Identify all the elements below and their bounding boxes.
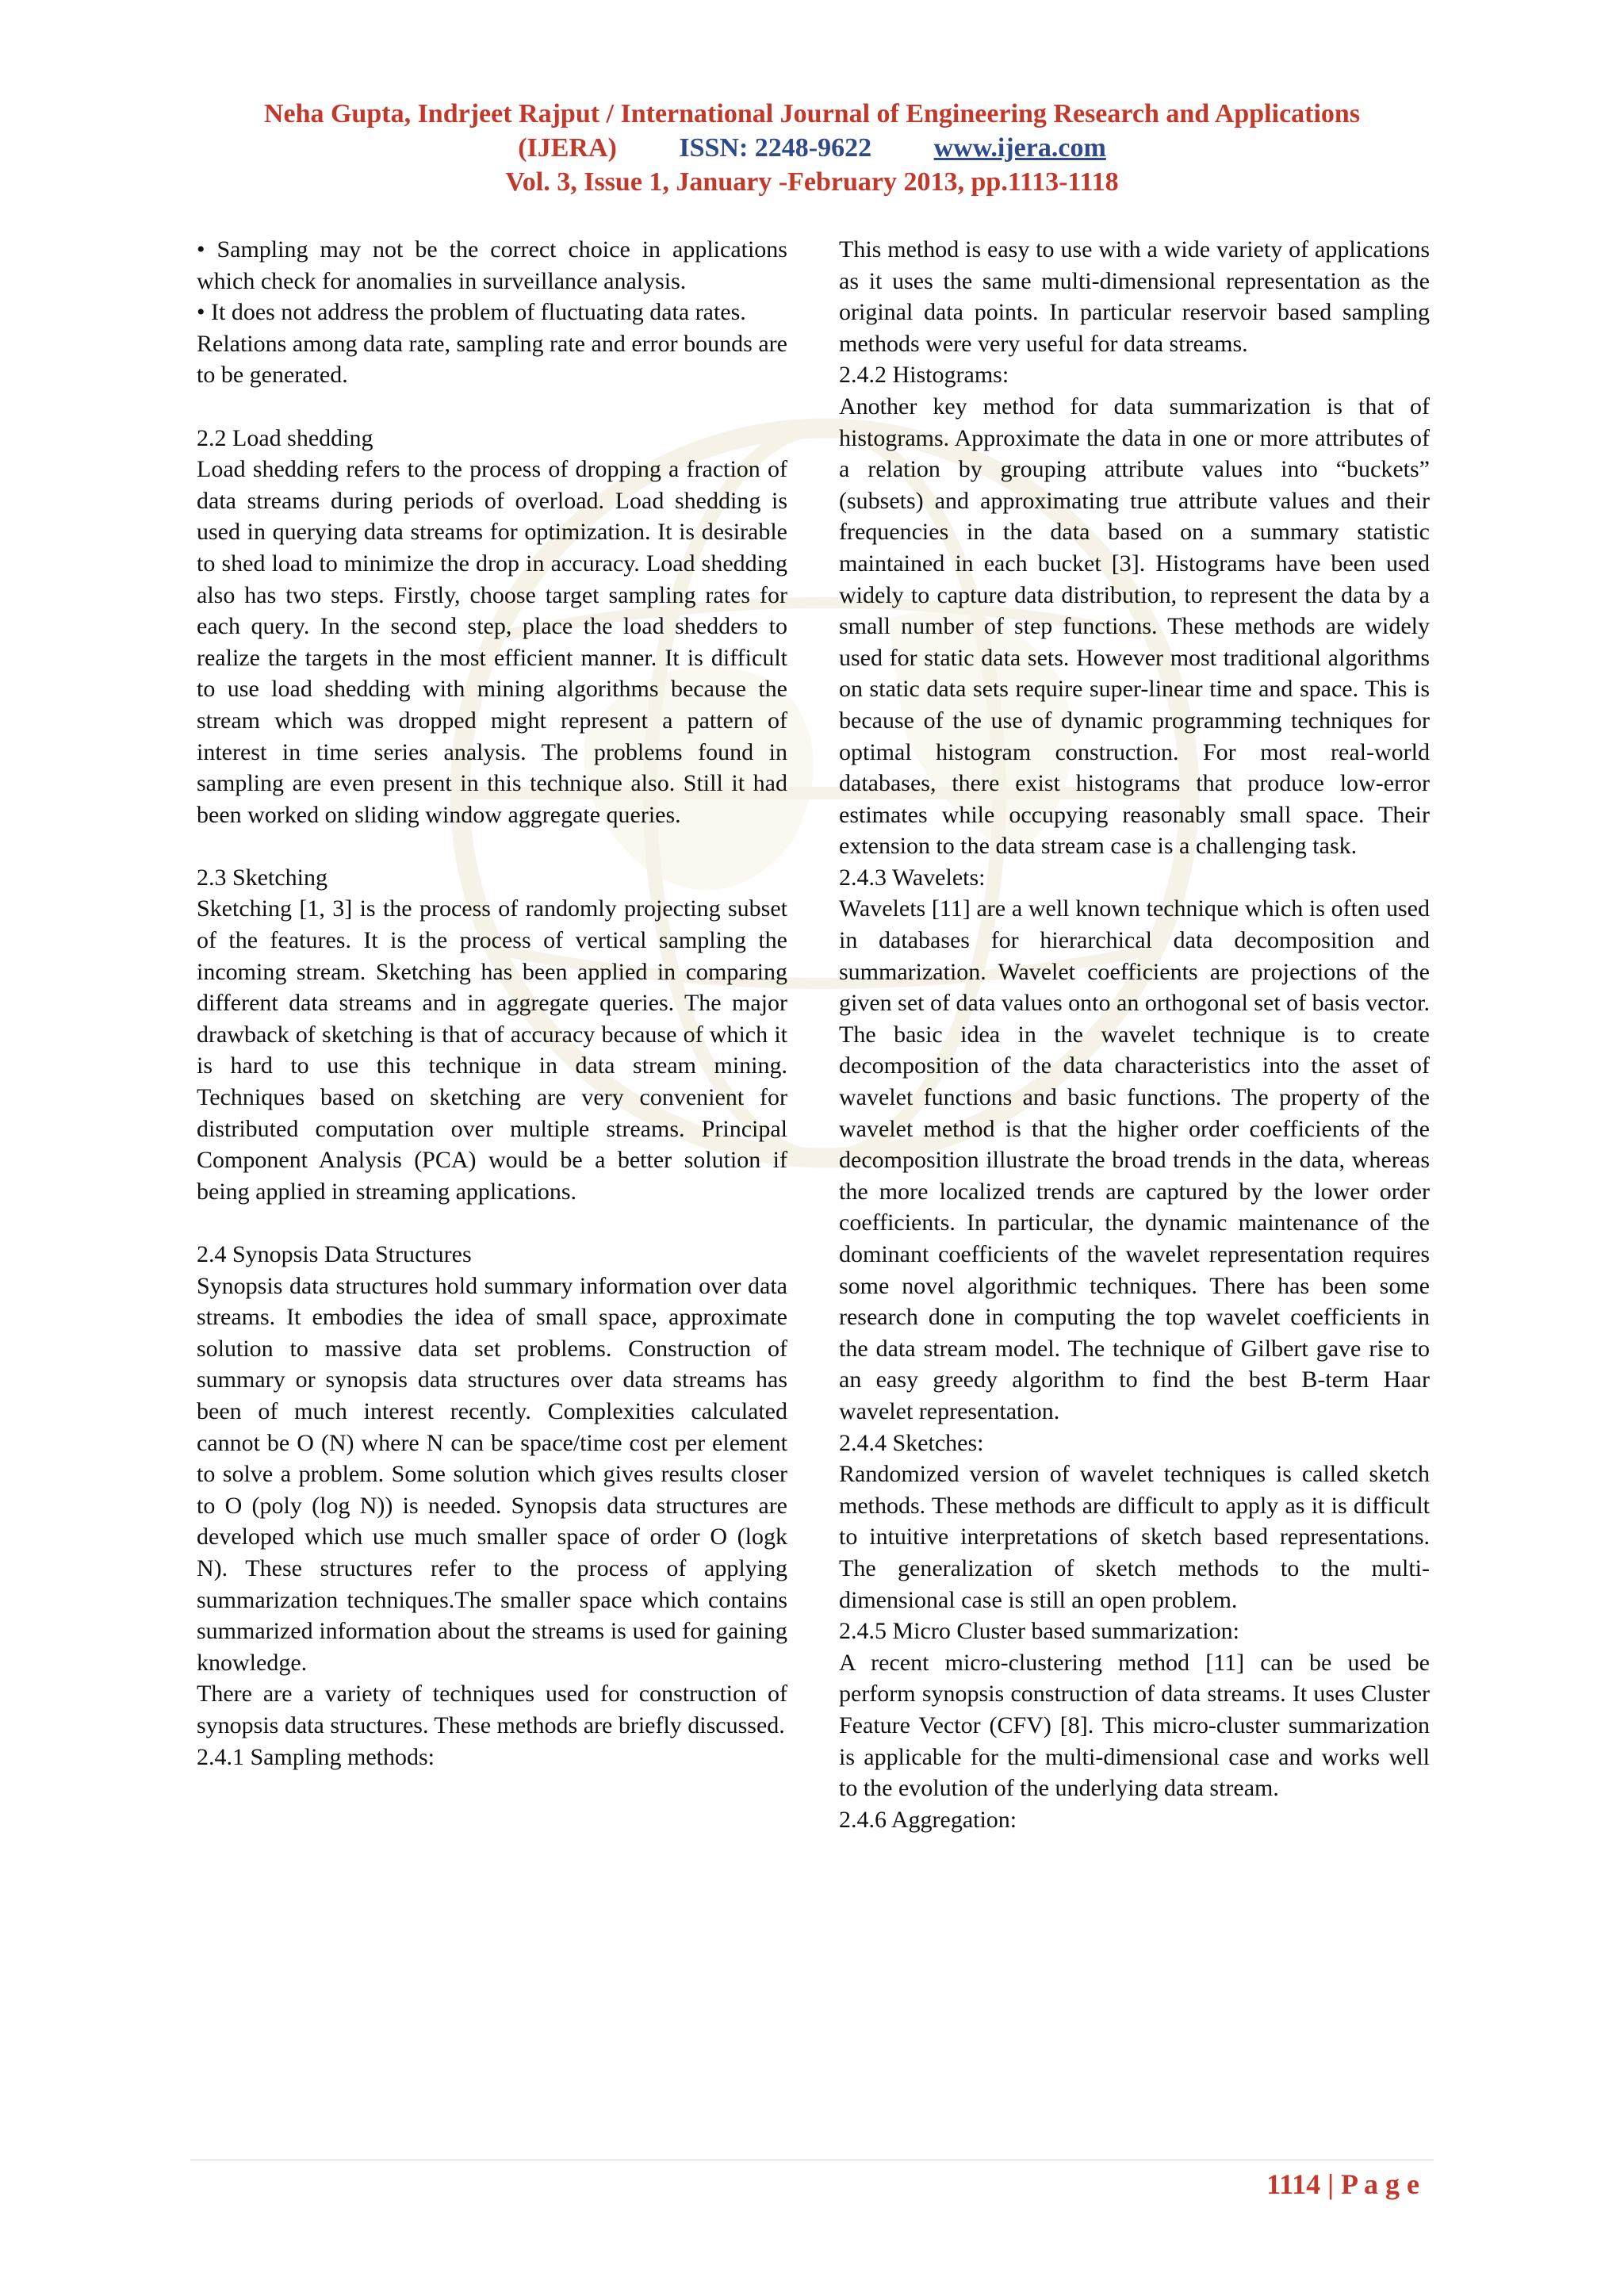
- bullet-sampling-anomalies: • Sampling may not be the correct choice in applications which check for anomalies in surveillance analysis.: [197, 236, 787, 294]
- section-heading-synopsis: 2.4 Synopsis Data Structures: [197, 1241, 472, 1267]
- paragraph-sampling-methods: This method is easy to use with a wide variety of applications as it uses the same multi-dimensional representation as the original data points. In particular reservoir based sampling methods were very useful for data streams.: [839, 236, 1430, 357]
- right-column: [839, 234, 1430, 1835]
- paragraph-relations: Relations among data rate, sampling rate and error bounds are to be generated.: [197, 330, 787, 389]
- header-volume-issue: Vol. 3, Issue 1, January -February 2013, pp.1113-1118: [505, 167, 1119, 197]
- paragraph-sketches: Randomized version of wavelet techniques is called sketch methods. These methods are difficult to apply as it is difficult to intuitive interpretations of sketch based representations. The generalization of sketch methods to the multi-dimensional case is still an open problem.: [839, 1461, 1430, 1613]
- paragraph-wavelets: Wavelets [11] are a well known technique which is often used in databases for hierarchical data decomposition and summarization. Wavelet coefficients are projections of the given set of data values onto an orthogonal set of basis vector. The basic idea in the wavelet technique is to create decomposition of the data characteristics into the asset of wavelet functions and basic functions. The property of the wavelet method is that the higher order coefficients of the decomposition illustrate the broad trends in the data, whereas the more localized trends are captured by the lower order coefficients. In particular, the dynamic maintenance of the dominant coefficients of the wavelet representation requires some novel algorithmic techniques. There has been some research done in computing the top wavelet coefficients in the data stream model. The technique of Gilbert gave rise to an easy greedy algorithm to find the best B-term Haar wavelet representation.: [839, 895, 1430, 1424]
- journal-abbreviation: (IJERA): [518, 133, 617, 163]
- paragraph-histograms: Another key method for data summarization is that of histograms. Approximate the data in one or more attributes of a relation by grouping attribute values into “buckets” (subsets) and approximating true attribute values and their frequencies in the data based on a summary statistic maintained in each bucket [3]. Histograms have been used widely to capture data distribution, to represent the data by a small number of step functions. These methods are widely used for static data sets. However most traditional algorithms on static data sets require super-linear time and space. This is because of the use of dynamic programming techniques for optimal histogram construction. For most real-world databases, there exist histograms that produce low-error estimates while occupying reasonably small space. Their extension to the data stream case is a challenging task.: [839, 393, 1430, 860]
- journal-website-link[interactable]: www.ijera.com: [933, 133, 1106, 163]
- paragraph-techniques: There are a variety of techniques used for construction of synopsis data structures. These methods are briefly discussed.: [197, 1681, 787, 1738]
- subsection-heading-sketches: 2.4.4 Sketches:: [839, 1429, 984, 1456]
- bullet-fluctuating-rates: • It does not address the problem of fluctuating data rates.: [197, 299, 746, 326]
- header-authors-journal: Neha Gupta, Indrjeet Rajput / International Journal of Engineering Research and Applications: [263, 99, 1361, 128]
- section-heading-sketching: 2.3 Sketching: [197, 864, 327, 891]
- section-heading-load-shedding: 2.2 Load shedding: [197, 424, 373, 451]
- subsection-heading-histograms: 2.4.2 Histograms:: [839, 362, 1009, 389]
- subsection-heading-sampling-methods: 2.4.1 Sampling methods:: [197, 1743, 435, 1770]
- subsection-heading-aggregation: 2.4.6 Aggregation:: [839, 1806, 1017, 1833]
- paragraph-micro-cluster: A recent micro-clustering method [11] can be used be perform synopsis construction of data streams. It uses Cluster Feature Vector (CFV) [8]. This micro-cluster summarization is applicable for the multi-dimensional case and works well to the evolution of the underlying data stream.: [839, 1649, 1430, 1802]
- issn-number: ISSN: 2248-9622: [679, 133, 872, 163]
- left-column: [197, 234, 787, 1773]
- header-issn-line: [0, 131, 1624, 165]
- subsection-heading-micro-cluster: 2.4.5 Micro Cluster based summarization:: [839, 1618, 1239, 1645]
- paragraph-sketching: Sketching [1, 3] is the process of randomly projecting subset of the features. It is the process of vertical sampling the incoming stream. Sketching has been applied in comparing different data streams and in aggregate queries. The major drawback of sketching is that of accuracy because of which it is hard to use this technique in data stream mining. Techniques based on sketching are very convenient for distributed computation over multiple streams. Principal Component Analysis (PCA) would be a better solution if being applied in streaming applications.: [197, 895, 787, 1205]
- paragraph-synopsis: Synopsis data structures hold summary information over data streams. It embodies the idea of small space, approximate solution to massive data set problems. Construction of summary or synopsis data structures over data streams has been of much interest recently. Complexities calculated cannot be O (N) where N can be space/time cost per element to solve a problem. Some solution which gives results closer to O (poly (log N)) is needed. Synopsis data structures are developed which use much smaller space of order O (logk N). These structures refer to the process of applying summarization techniques.The smaller space which contains summarized information about the streams is used for gaining knowledge.: [197, 1272, 787, 1676]
- page-number: 1114 | P a g e: [1266, 2168, 1419, 2200]
- paragraph-load-shedding: Load shedding refers to the process of dropping a fraction of data streams during periods of overload. Load shedding is used in querying data streams for optimization. It is desirable to shed load to minimize the drop in accuracy. Load shedding also has two steps. Firstly, choose target sampling rates for each query. In the second step, place the load shedders to realize the targets in the most efficient manner. It is difficult to use load shedding with mining algorithms because the stream which was dropped might represent a pattern of interest in time series analysis. The problems found in sampling are even present in this technique also. Still it had been worked on sliding window aggregate queries.: [197, 456, 787, 828]
- subsection-heading-wavelets: 2.4.3 Wavelets:: [839, 864, 986, 891]
- journal-header: [0, 97, 1624, 199]
